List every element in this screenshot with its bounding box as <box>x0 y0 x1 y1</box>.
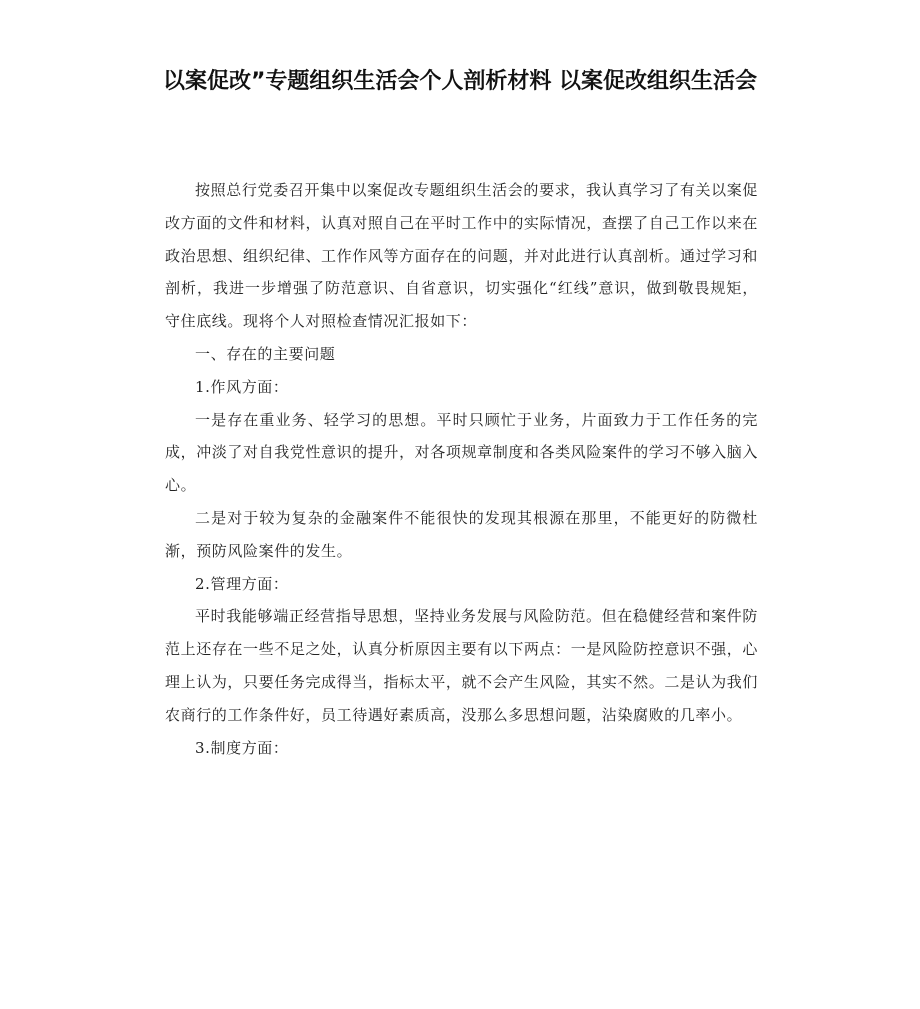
subheading-management: 2.管理方面： <box>195 574 289 593</box>
subheading-work-style: 1.作风方面： <box>195 377 289 396</box>
document-body <box>165 174 758 764</box>
paragraph-work-style-2: 二是对于较为复杂的金融案件不能很快的发现其根源在那里，不能更好的防微杜渐，预防风险案件的发生。 <box>165 508 758 560</box>
paragraph-management: 平时我能够端正经营指导思想，坚持业务发展与风险防范。但在稳健经营和案件防范上还存在一些不足之处，认真分析原因主要有以下两点：一是风险防控意识不强，心理上认为，只要任务完成得当，指标太平，就不会产生风险，其实不然。二是认为我们农商行的工作条件好，员工待遇好素质高，没那么多思想问题，沾染腐败的几率小。 <box>165 607 758 724</box>
document-title: 以案促改”专题组织生活会个人剖析材料 以案促改组织生活会 <box>162 69 758 94</box>
subheading-system: 3.制度方面： <box>195 738 289 757</box>
paragraph-work-style-1: 一是存在重业务、轻学习的思想。平时只顾忙于业务，片面致力于工作任务的完成，冲淡了对自我党性意识的提升，对各项规章制度和各类风险案件的学习不够入脑入心。 <box>165 410 758 495</box>
section-heading-main-problems: 一、存在的主要问题 <box>195 344 336 363</box>
paragraph-intro: 按照总行党委召开集中以案促改专题组织生活会的要求，我认真学习了有关以案促改方面的文件和材料，认真对照自己在平时工作中的实际情况，查摆了自己工作以来在政治思想、组织纪律、工作作风等方面存在的问题，并对此进行认真剖析。通过学习和剖析，我进一步增强了防范意识、自省意识，切实强化“红线”意识，做到敬畏规矩，守住底线。现将个人对照检查情况汇报如下： <box>165 181 758 331</box>
